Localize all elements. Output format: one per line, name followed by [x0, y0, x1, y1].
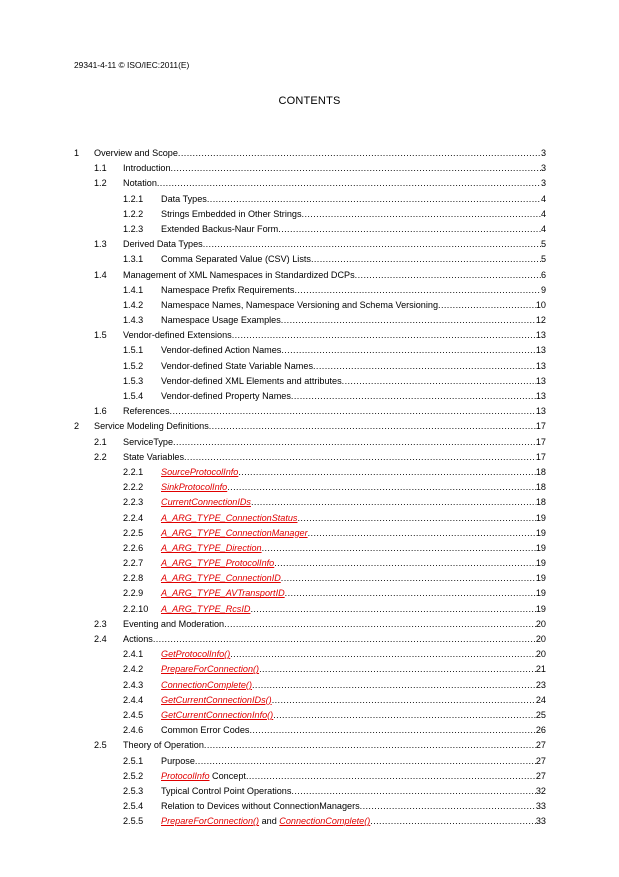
toc-entry-page: 4	[540, 223, 546, 234]
toc-entry-number: 2.2.9	[123, 588, 144, 599]
toc-entry-page: 32	[535, 785, 546, 796]
toc-entry-page: 33	[535, 801, 546, 812]
toc-entry-number: 2.4.3	[123, 679, 144, 690]
toc-entry-text: Relation to Devices without ConnectionManagers	[161, 801, 360, 812]
toc-dot-leader	[227, 480, 536, 495]
toc-dot-leader	[281, 313, 536, 328]
toc-dot-leader	[370, 814, 536, 829]
toc-entry-page: 19	[535, 558, 546, 569]
toc-entry-title	[161, 298, 438, 313]
toc-entry-title	[161, 662, 259, 677]
toc-entry-number: 2.2.6	[123, 542, 144, 553]
toc-entry-page: 4	[540, 208, 546, 219]
toc-entry-title	[161, 784, 291, 799]
toc-dot-leader	[294, 283, 541, 298]
toc-dot-leader	[272, 693, 536, 708]
toc-entry-title	[161, 495, 251, 510]
toc-entry-link[interactable]: A_ARG_TYPE_ConnectionID	[161, 573, 281, 584]
toc-entry[interactable]	[74, 465, 546, 480]
toc-entry-text: Derived Data Types	[123, 239, 203, 250]
toc-entry[interactable]	[74, 526, 546, 541]
toc-entry[interactable]	[74, 207, 546, 222]
toc-entry-number: 2.2.8	[123, 573, 144, 584]
toc-entry[interactable]	[74, 161, 546, 176]
toc-dot-leader	[274, 556, 536, 571]
toc-entry-title	[123, 176, 157, 191]
toc-entry-link[interactable]: ConnectionComplete()	[161, 679, 252, 690]
toc-entry-page: 18	[535, 466, 546, 477]
toc-entry[interactable]	[74, 784, 546, 799]
toc-entry-page: 21	[535, 664, 546, 675]
toc-entry-title	[94, 146, 178, 161]
toc-entry-text: and	[259, 816, 280, 827]
toc-dot-leader	[250, 602, 535, 617]
toc-entry-number: 1.2	[94, 178, 107, 189]
toc-entry-number: 2.4.6	[123, 725, 144, 736]
toc-entry-number: 2.3	[94, 618, 107, 629]
toc-entry-link[interactable]: A_ARG_TYPE_ConnectionManager	[161, 527, 308, 538]
toc-entry-text: Concept	[209, 770, 246, 781]
toc-entry-text: Notation	[123, 178, 157, 189]
toc-entry-link[interactable]: SourceProtocolInfo	[161, 466, 239, 477]
toc-entry-title	[123, 435, 173, 450]
toc-dot-leader	[232, 328, 536, 343]
toc-entry-link[interactable]: CurrentConnectionIDs	[161, 497, 251, 508]
toc-entry-number: 2.4	[94, 634, 107, 644]
toc-entry[interactable]	[74, 662, 546, 677]
toc-entry-page: 19	[535, 512, 546, 523]
toc-dot-leader	[278, 222, 541, 237]
toc-entry-number: 1.3.1	[123, 254, 144, 265]
toc-entry-text: Purpose	[161, 755, 195, 766]
toc-entry[interactable]	[74, 450, 546, 465]
toc-entry-link[interactable]: PrepareForConnection()	[161, 816, 260, 827]
toc-entry-link[interactable]: SinkProtocolInfo	[161, 482, 228, 493]
toc-entry-text: Management of XML Namespaces in Standardized DCPs	[123, 269, 355, 280]
toc-entry[interactable]	[74, 754, 546, 769]
toc-dot-leader	[170, 404, 536, 419]
toc-dot-leader	[308, 526, 536, 541]
toc-entry-title	[161, 799, 360, 814]
toc-entry[interactable]	[74, 602, 546, 617]
page-title: CONTENTS	[278, 95, 341, 107]
toc-entry-title	[94, 419, 209, 434]
toc-entry-link[interactable]: ConnectionComplete()	[279, 816, 371, 827]
toc-entry-link[interactable]: PrepareForConnection()	[161, 664, 260, 675]
toc-entry[interactable]	[74, 723, 546, 738]
toc-entry-title	[161, 343, 281, 358]
toc-dot-leader	[252, 678, 536, 693]
toc-dot-leader	[246, 769, 536, 784]
toc-entry-title	[161, 769, 246, 784]
toc-entry-title	[161, 374, 342, 389]
toc-entry-number: 1.5	[94, 330, 107, 341]
toc-entry-page: 24	[535, 694, 546, 705]
toc-dot-leader	[297, 511, 535, 526]
toc-dot-leader	[171, 161, 541, 176]
toc-entry-title	[161, 571, 281, 586]
toc-entry-title	[161, 754, 195, 769]
toc-entry-title	[161, 252, 311, 267]
toc-entry-link[interactable]: A_ARG_TYPE_RcsID	[161, 603, 251, 614]
toc-entry-text: Common Error Codes	[161, 725, 250, 736]
toc-dot-leader	[173, 435, 536, 450]
toc-entry-link[interactable]: GetCurrentConnectionInfo()	[161, 709, 274, 720]
toc-entry-page: 18	[535, 497, 546, 508]
toc-entry-page: 19	[535, 542, 546, 553]
toc-entry-page: 17	[535, 436, 546, 447]
toc-entry-text: Vendor-defined Action Names	[161, 345, 282, 356]
toc-entry-page: 20	[535, 649, 546, 660]
toc-entry-text: Data Types	[161, 193, 207, 204]
toc-dot-leader	[203, 237, 541, 252]
toc-entry-title	[161, 693, 272, 708]
toc-entry-number: 2.2.3	[123, 497, 144, 508]
toc-entry-page: 13	[535, 391, 546, 401]
toc-entry-number: 1	[74, 148, 80, 158]
toc-entry-link[interactable]: GetCurrentConnectionIDs()	[161, 694, 272, 705]
toc-entry-page: 3	[540, 178, 546, 189]
toc-dot-leader	[291, 389, 536, 404]
toc-entry-link[interactable]: A_ARG_TYPE_ConnectionStatus	[161, 512, 298, 523]
toc-entry-link[interactable]: A_ARG_TYPE_AVTransportID	[161, 588, 285, 599]
toc-entry-title	[161, 465, 238, 480]
toc-entry-text: State Variables	[123, 451, 184, 462]
toc-entry[interactable]	[74, 495, 546, 510]
toc-entry-number: 1.4	[94, 269, 107, 280]
toc-entry-page: 9	[540, 284, 546, 295]
toc-entry-title	[123, 632, 153, 647]
toc-entry-page: 13	[535, 330, 546, 341]
toc-dot-leader	[360, 799, 536, 814]
toc-entry-number: 2.4.2	[123, 664, 144, 675]
toc-entry-page: 10	[535, 299, 546, 310]
toc-dot-leader	[291, 784, 535, 799]
toc-dot-leader	[285, 586, 536, 601]
toc-entry-page: 4	[540, 193, 546, 204]
toc-entry-number: 2.2.10	[123, 603, 149, 614]
toc-entry[interactable]	[74, 769, 546, 784]
toc-entry[interactable]	[74, 146, 546, 161]
toc-entry-text: Extended Backus-Naur Form	[161, 223, 279, 234]
page-header: 29341-4-11 © ISO/IEC:2011(E)	[74, 60, 190, 70]
toc-entry-title	[161, 708, 273, 723]
toc-entry-page: 23	[535, 679, 546, 690]
toc-entry-number: 2.5.3	[123, 785, 144, 796]
toc-entry-page: 19	[535, 588, 546, 599]
toc-entry-title	[123, 738, 204, 753]
toc-entry-text: Actions	[123, 634, 153, 644]
toc-entry-number: 2.5.1	[123, 755, 144, 766]
toc-entry-title	[123, 328, 232, 343]
toc-entry[interactable]	[74, 268, 546, 283]
toc-entry-number: 2.5.4	[123, 801, 144, 812]
toc-entry[interactable]	[74, 404, 546, 419]
toc-entry-page: 20	[535, 618, 546, 629]
toc-dot-leader	[230, 647, 536, 662]
toc-entry[interactable]	[74, 313, 546, 328]
toc-entry-number: 2.4.4	[123, 694, 144, 705]
toc-entry-text: Vendor-defined Extensions	[123, 330, 232, 341]
toc-entry-number: 1.4.1	[123, 284, 144, 295]
toc-dot-leader	[204, 738, 536, 753]
toc-entry-number: 2	[74, 421, 80, 432]
toc-entry-number: 1.3	[94, 239, 107, 250]
toc-entry-page: 3	[540, 148, 546, 158]
toc-entry-text: Vendor-defined Property Names	[161, 391, 291, 401]
toc-entry-title	[123, 161, 171, 176]
toc-entry-page: 27	[535, 770, 546, 781]
toc-entry[interactable]	[74, 617, 546, 632]
toc-entry-number: 1.5.3	[123, 375, 144, 386]
toc-dot-leader	[281, 343, 536, 358]
toc-dot-leader	[209, 419, 536, 434]
toc-entry-title	[161, 526, 308, 541]
toc-entry-text: Introduction	[123, 163, 171, 174]
toc-dot-leader	[262, 541, 536, 556]
toc-entry-link[interactable]: A_ARG_TYPE_Direction	[161, 542, 262, 553]
toc-entry-number: 1.5.1	[123, 345, 144, 356]
toc-entry[interactable]	[74, 176, 546, 191]
toc-entry[interactable]	[74, 799, 546, 814]
toc-entry-link[interactable]: ProtocolInfo	[161, 770, 210, 781]
toc-entry-number: 2.2.4	[123, 512, 144, 523]
toc-entry[interactable]	[74, 541, 546, 556]
toc-entry-link[interactable]: A_ARG_TYPE_ProtocolInfo	[161, 558, 275, 569]
toc-entry[interactable]	[74, 389, 546, 404]
toc-entry-title	[123, 404, 170, 419]
toc-entry-title	[123, 268, 355, 283]
toc-entry-number: 2.2.2	[123, 482, 144, 493]
toc-dot-leader	[355, 268, 541, 283]
toc-entry-title	[161, 313, 281, 328]
toc-entry-text: Typical Control Point Operations	[161, 785, 292, 796]
toc-dot-leader	[302, 207, 541, 222]
toc-entry-title	[123, 617, 224, 632]
toc-dot-leader	[313, 359, 536, 374]
toc-entry-title	[161, 602, 250, 617]
toc-entry-link[interactable]: GetProtocolInfo()	[161, 649, 231, 660]
toc-entry-title	[161, 814, 370, 829]
toc-entry-page: 5	[540, 239, 546, 250]
toc-entry-page: 27	[535, 740, 546, 751]
toc-dot-leader	[157, 176, 541, 191]
toc-entry-number: 1.4.2	[123, 299, 144, 310]
toc-entry-number: 2.5.2	[123, 770, 144, 781]
toc-entry-page: 13	[535, 360, 546, 371]
toc-entry[interactable]	[74, 571, 546, 586]
toc-dot-leader	[224, 617, 536, 632]
toc-dot-leader	[238, 465, 536, 480]
toc-entry-number: 2.1	[94, 436, 107, 447]
toc-entry[interactable]	[74, 298, 546, 313]
toc-entry[interactable]	[74, 343, 546, 358]
toc-entry-title	[161, 207, 302, 222]
toc-dot-leader	[438, 298, 536, 313]
toc-dot-leader	[153, 632, 536, 647]
toc-entry-number: 1.6	[94, 406, 107, 417]
toc-entry-title	[161, 541, 262, 556]
toc-entry-number: 2.2.1	[123, 466, 144, 477]
toc-entry-number: 1.2.2	[123, 208, 144, 219]
toc-entry-number: 1.2.1	[123, 193, 144, 204]
toc-entry-page: 33	[535, 816, 546, 827]
toc-entry-page: 20	[535, 634, 546, 644]
toc-entry-text: Vendor-defined XML Elements and attributes	[161, 375, 342, 386]
toc-dot-leader	[178, 146, 541, 161]
toc-entry-page: 19	[535, 603, 546, 614]
toc-entry[interactable]	[74, 328, 546, 343]
toc-dot-leader	[281, 571, 536, 586]
toc-entry-text: Service Modeling Definitions	[94, 421, 209, 432]
toc-entry-number: 2.2.5	[123, 527, 144, 538]
toc-entry-title	[161, 359, 313, 374]
toc-entry-page: 26	[535, 725, 546, 736]
toc-entry-page: 17	[535, 451, 546, 462]
toc-entry-title	[161, 192, 207, 207]
toc-entry[interactable]	[74, 556, 546, 571]
toc-entry-page: 13	[535, 406, 546, 417]
toc-entry[interactable]	[74, 480, 546, 495]
toc-entry-number: 1.5.2	[123, 360, 144, 371]
toc-entry-text: Namespace Usage Examples	[161, 315, 281, 326]
toc-entry-text: Strings Embedded in Other Strings	[161, 208, 302, 219]
toc-entry[interactable]	[74, 511, 546, 526]
toc-entry-text: Eventing and Moderation	[123, 618, 225, 629]
toc-entry-number: 1.1	[94, 163, 107, 174]
toc-entry[interactable]	[74, 435, 546, 450]
toc-entry-text: References	[123, 406, 170, 417]
toc-entry-page: 17	[535, 421, 546, 432]
toc-entry[interactable]	[74, 693, 546, 708]
toc-entry[interactable]	[74, 374, 546, 389]
toc-entry-title	[161, 283, 294, 298]
toc-entry-page: 18	[535, 482, 546, 493]
toc-entry[interactable]	[74, 814, 546, 829]
toc-entry-number: 1.5.4	[123, 391, 144, 401]
toc-entry[interactable]	[74, 678, 546, 693]
toc-entry-number: 2.2	[94, 451, 107, 462]
toc-entry-title	[161, 389, 291, 404]
toc-dot-leader	[184, 450, 536, 465]
toc-dot-leader	[259, 662, 536, 677]
toc-entry-page: 19	[535, 573, 546, 584]
toc-entry-page: 25	[535, 709, 546, 720]
toc-entry-page: 5	[540, 254, 546, 265]
toc-entry-title	[161, 222, 278, 237]
toc-entry[interactable]	[74, 283, 546, 298]
toc-entry-title	[161, 647, 230, 662]
toc-entry-text: Overview and Scope	[94, 148, 178, 158]
toc-entry-number: 2.2.7	[123, 558, 144, 569]
toc-entry-number: 2.5	[94, 740, 107, 751]
toc-entry[interactable]	[74, 586, 546, 601]
toc-dot-leader	[251, 495, 536, 510]
toc-entry-page: 13	[535, 345, 546, 356]
toc-entry[interactable]	[74, 222, 546, 237]
toc-entry-page: 6	[540, 269, 546, 280]
toc-entry-title	[161, 556, 274, 571]
toc-entry-number: 1.2.3	[123, 223, 144, 234]
toc-entry-number: 1.4.3	[123, 315, 144, 326]
toc-entry[interactable]	[74, 647, 546, 662]
toc-entry[interactable]	[74, 192, 546, 207]
toc-dot-leader	[249, 723, 535, 738]
toc-entry-title	[123, 450, 184, 465]
toc-entry[interactable]	[74, 419, 546, 434]
toc-entry-text: Namespace Prefix Requirements	[161, 284, 295, 295]
toc-entry[interactable]	[74, 632, 546, 647]
toc-entry[interactable]	[74, 359, 546, 374]
toc-dot-leader	[311, 252, 541, 267]
toc-entry-title	[161, 723, 249, 738]
toc-dot-leader	[207, 192, 541, 207]
toc-entry-text: Namespace Names, Namespace Versioning and Schema Versioning	[161, 299, 439, 310]
toc-entry-page: 19	[535, 527, 546, 538]
toc-entry[interactable]	[74, 252, 546, 267]
toc-entry-text: Vendor-defined State Variable Names	[161, 360, 313, 371]
toc-entry-text: ServiceType	[123, 436, 174, 447]
toc-entry-page: 3	[540, 163, 546, 174]
toc-entry-number: 2.5.5	[123, 816, 144, 827]
table-of-contents	[74, 146, 546, 829]
toc-entry-title	[161, 586, 285, 601]
toc-entry-number: 2.4.5	[123, 709, 144, 720]
toc-entry-page: 27	[535, 755, 546, 766]
toc-dot-leader	[195, 754, 536, 769]
toc-entry-page: 12	[535, 315, 546, 326]
toc-entry-number: 2.4.1	[123, 649, 144, 660]
toc-entry[interactable]	[74, 237, 546, 252]
toc-entry-title	[161, 480, 227, 495]
toc-dot-leader	[342, 374, 536, 389]
toc-entry-text: Theory of Operation	[123, 740, 204, 751]
toc-entry[interactable]	[74, 708, 546, 723]
toc-entry-title	[161, 511, 297, 526]
toc-entry-text: Comma Separated Value (CSV) Lists	[161, 254, 311, 265]
toc-dot-leader	[273, 708, 536, 723]
toc-entry-page: 13	[535, 375, 546, 386]
toc-entry-title	[123, 237, 203, 252]
toc-entry[interactable]	[74, 738, 546, 753]
toc-entry-title	[161, 678, 252, 693]
